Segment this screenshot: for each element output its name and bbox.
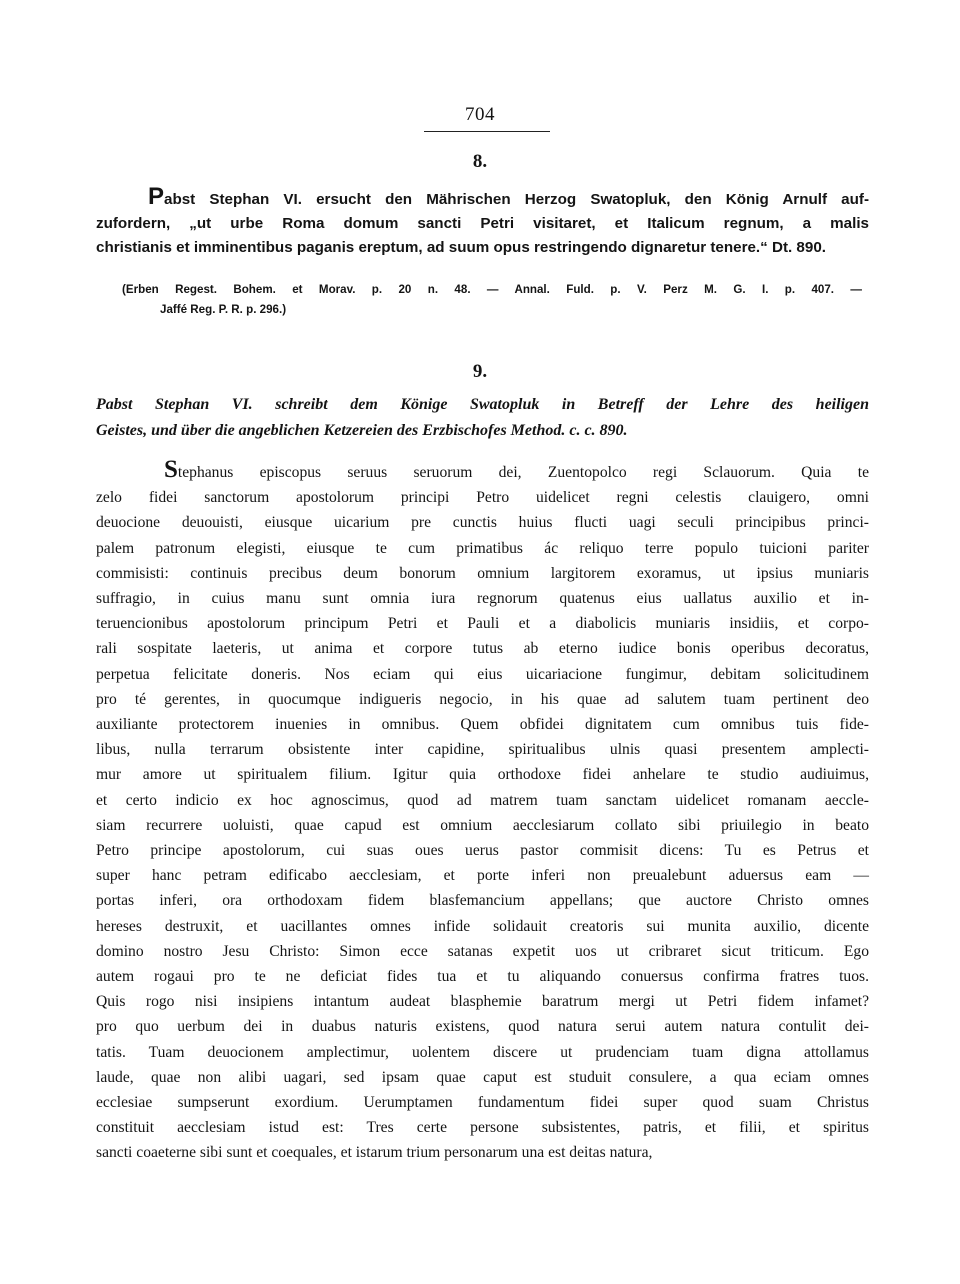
body-line: laude, quae non alibi uagari, sed ipsam quae caput est studuit consulere, a qua eciam omnes bbox=[96, 1068, 869, 1086]
summary-line bbox=[148, 183, 869, 212]
body-line: mur amore ut spiritualem filium. Igitur quia orthodoxe fidei anhelare te studio audiuimus, bbox=[96, 766, 869, 784]
body-line: pro quo uerbum dei in duabus naturis existens, quod natura serui autem natura contulit dei- bbox=[96, 1018, 869, 1036]
body-line: libus, nulla terrarum obsistente inter capidine, spiritualibus ulnis quasi presentem amplecti- bbox=[96, 741, 869, 759]
body-line: siam recurrere uoluisti, quae capud est omnium aecclesiarum collato sibi priuilegio in beato bbox=[96, 816, 869, 834]
body-line bbox=[164, 456, 869, 485]
body-line: auxiliante protectorem inuenies in omnibus. Quem obfidei dignitatem cum omnibus tuis fide- bbox=[96, 716, 869, 733]
body-line: et certo indicio ex hoc agnoscimus, quod ad matrem tuam sanctam uidelicet romanam aeccle- bbox=[96, 791, 869, 809]
citation-line: (Erben Regest. Bohem. et Morav. p. 20 n. 48. — Annal. Fuld. p. V. Perz M. G. I. p. 407. — bbox=[122, 283, 862, 296]
body-line: domino nostro Jesu Christo: Simon ecce satanas expetit uos ut cribraret sicut triticum. Ego bbox=[96, 942, 869, 960]
body-line: palem patronum elegisti, eiusque te cum primatibus ác reliquo terre populo tuicioni pariter bbox=[96, 539, 869, 557]
document-number-8: 8. bbox=[472, 151, 488, 172]
document-number-9: 9. bbox=[472, 361, 488, 382]
body-line: zelo fidei sanctorum apostolorum principi Petro uidelicet regni celestis clauigero, omni bbox=[96, 489, 869, 507]
body-line: constituit aecclesiam istud est: Tres certe persone subsistentes, patris, et filii, et spiritus bbox=[96, 1119, 869, 1137]
header-rule bbox=[424, 131, 550, 132]
body-line: autem rogaui pro te ne deficiat fides tua et tu aliquando conuersus confirma fratres tuos. bbox=[96, 968, 869, 985]
summary-line: zufordern, „ut urbe Roma domum sancti Petri visitaret, et Italicum regnum, a malis bbox=[96, 214, 869, 232]
body-line: suffragio, in cuius manu sunt omnia iura regnorum quatenus eius uallatus auxilio et in- bbox=[96, 590, 869, 607]
body-line: tatis. Tuam deuocionem amplectimur, uolentem discere ut prudenciam tuam digna attollamus bbox=[96, 1043, 869, 1061]
body-line: hereses destruxit, et uacillantes omnes infide solidauit creatoris sui munita auxilio, dicente bbox=[96, 917, 869, 935]
body-line: portas inferi, ora orthodoxam fidem blasfemancium appellans; que auctore Christo omnes bbox=[96, 892, 869, 910]
body-line: Quis rogo nisi insipiens intantum audeat blasphemie baratrum mergi ut Petri fidem infamet? bbox=[96, 993, 869, 1011]
summary-line: Geistes, und über die angeblichen Ketzereien des Erzbischofes Method. c. c. 890. bbox=[96, 422, 628, 439]
body-line: perpetua felicitate doneris. Nos eciam qui eius uicariacione fungimur, debitam solicitudinem bbox=[96, 665, 869, 683]
line-remainder: abst Stephan VI. ersucht den Mährischen Herzog Swatopluk, den König Arnulf auf- bbox=[164, 191, 869, 208]
initial-letter: S bbox=[164, 456, 178, 483]
body-line: sancti coaeterne sibi sunt et coequales, et istarum trium personarum una est deitas natura, bbox=[96, 1144, 653, 1162]
page-number: 704 bbox=[465, 104, 495, 125]
body-line: ecclesiae sumpserunt exordium. Uerumptamen fundamentum fidei super quod suam Christus bbox=[96, 1094, 869, 1111]
initial-letter: P bbox=[148, 183, 165, 210]
body-line: commisisti: continuis precibus deum bonorum omnium largitorem exoramus, ut ipsius muniaris bbox=[96, 564, 869, 582]
body-line: teruencionibus apostolorum principum Petri et Pauli et a diabolicis muniaris insidiis, et corpo- bbox=[96, 615, 869, 633]
line-remainder: tephanus episcopus seruus seruorum dei, Zuentopolco regi Sclauorum. Quia te bbox=[177, 464, 869, 481]
body-line: super hanc petram edificabo aecclesiam, et porte inferi non preualebunt aduersus eam — bbox=[96, 867, 869, 885]
summary-line: Pabst Stephan VI. schreibt dem Könige Swatopluk in Betreff der Lehre des heiligen bbox=[96, 396, 869, 413]
body-line: rali sospitate laeteris, ut anima et corpore tutus ab eterno iudice bonis operibus decoratus, bbox=[96, 640, 869, 658]
body-line: deuocione deuouisti, eiusque uicarium pre cunctis huius flucti uagi seculi principibus princi- bbox=[96, 514, 869, 532]
citation-line: Jaffé Reg. P. R. p. 296.) bbox=[160, 303, 287, 316]
body-line: Petro principe apostolorum, cui suas oues uerus pastor commisit dicens: Tu es Petrus et bbox=[96, 842, 869, 859]
body-line: pro té gerentes, in quocumque indigueris negocio, in his quae ad salutem tuam pertinent deo bbox=[96, 690, 869, 708]
summary-line: christianis et imminentibus paganis ereptum, ad suum opus restringendo dignaretur tenere.“ Dt. 890. bbox=[96, 239, 826, 256]
